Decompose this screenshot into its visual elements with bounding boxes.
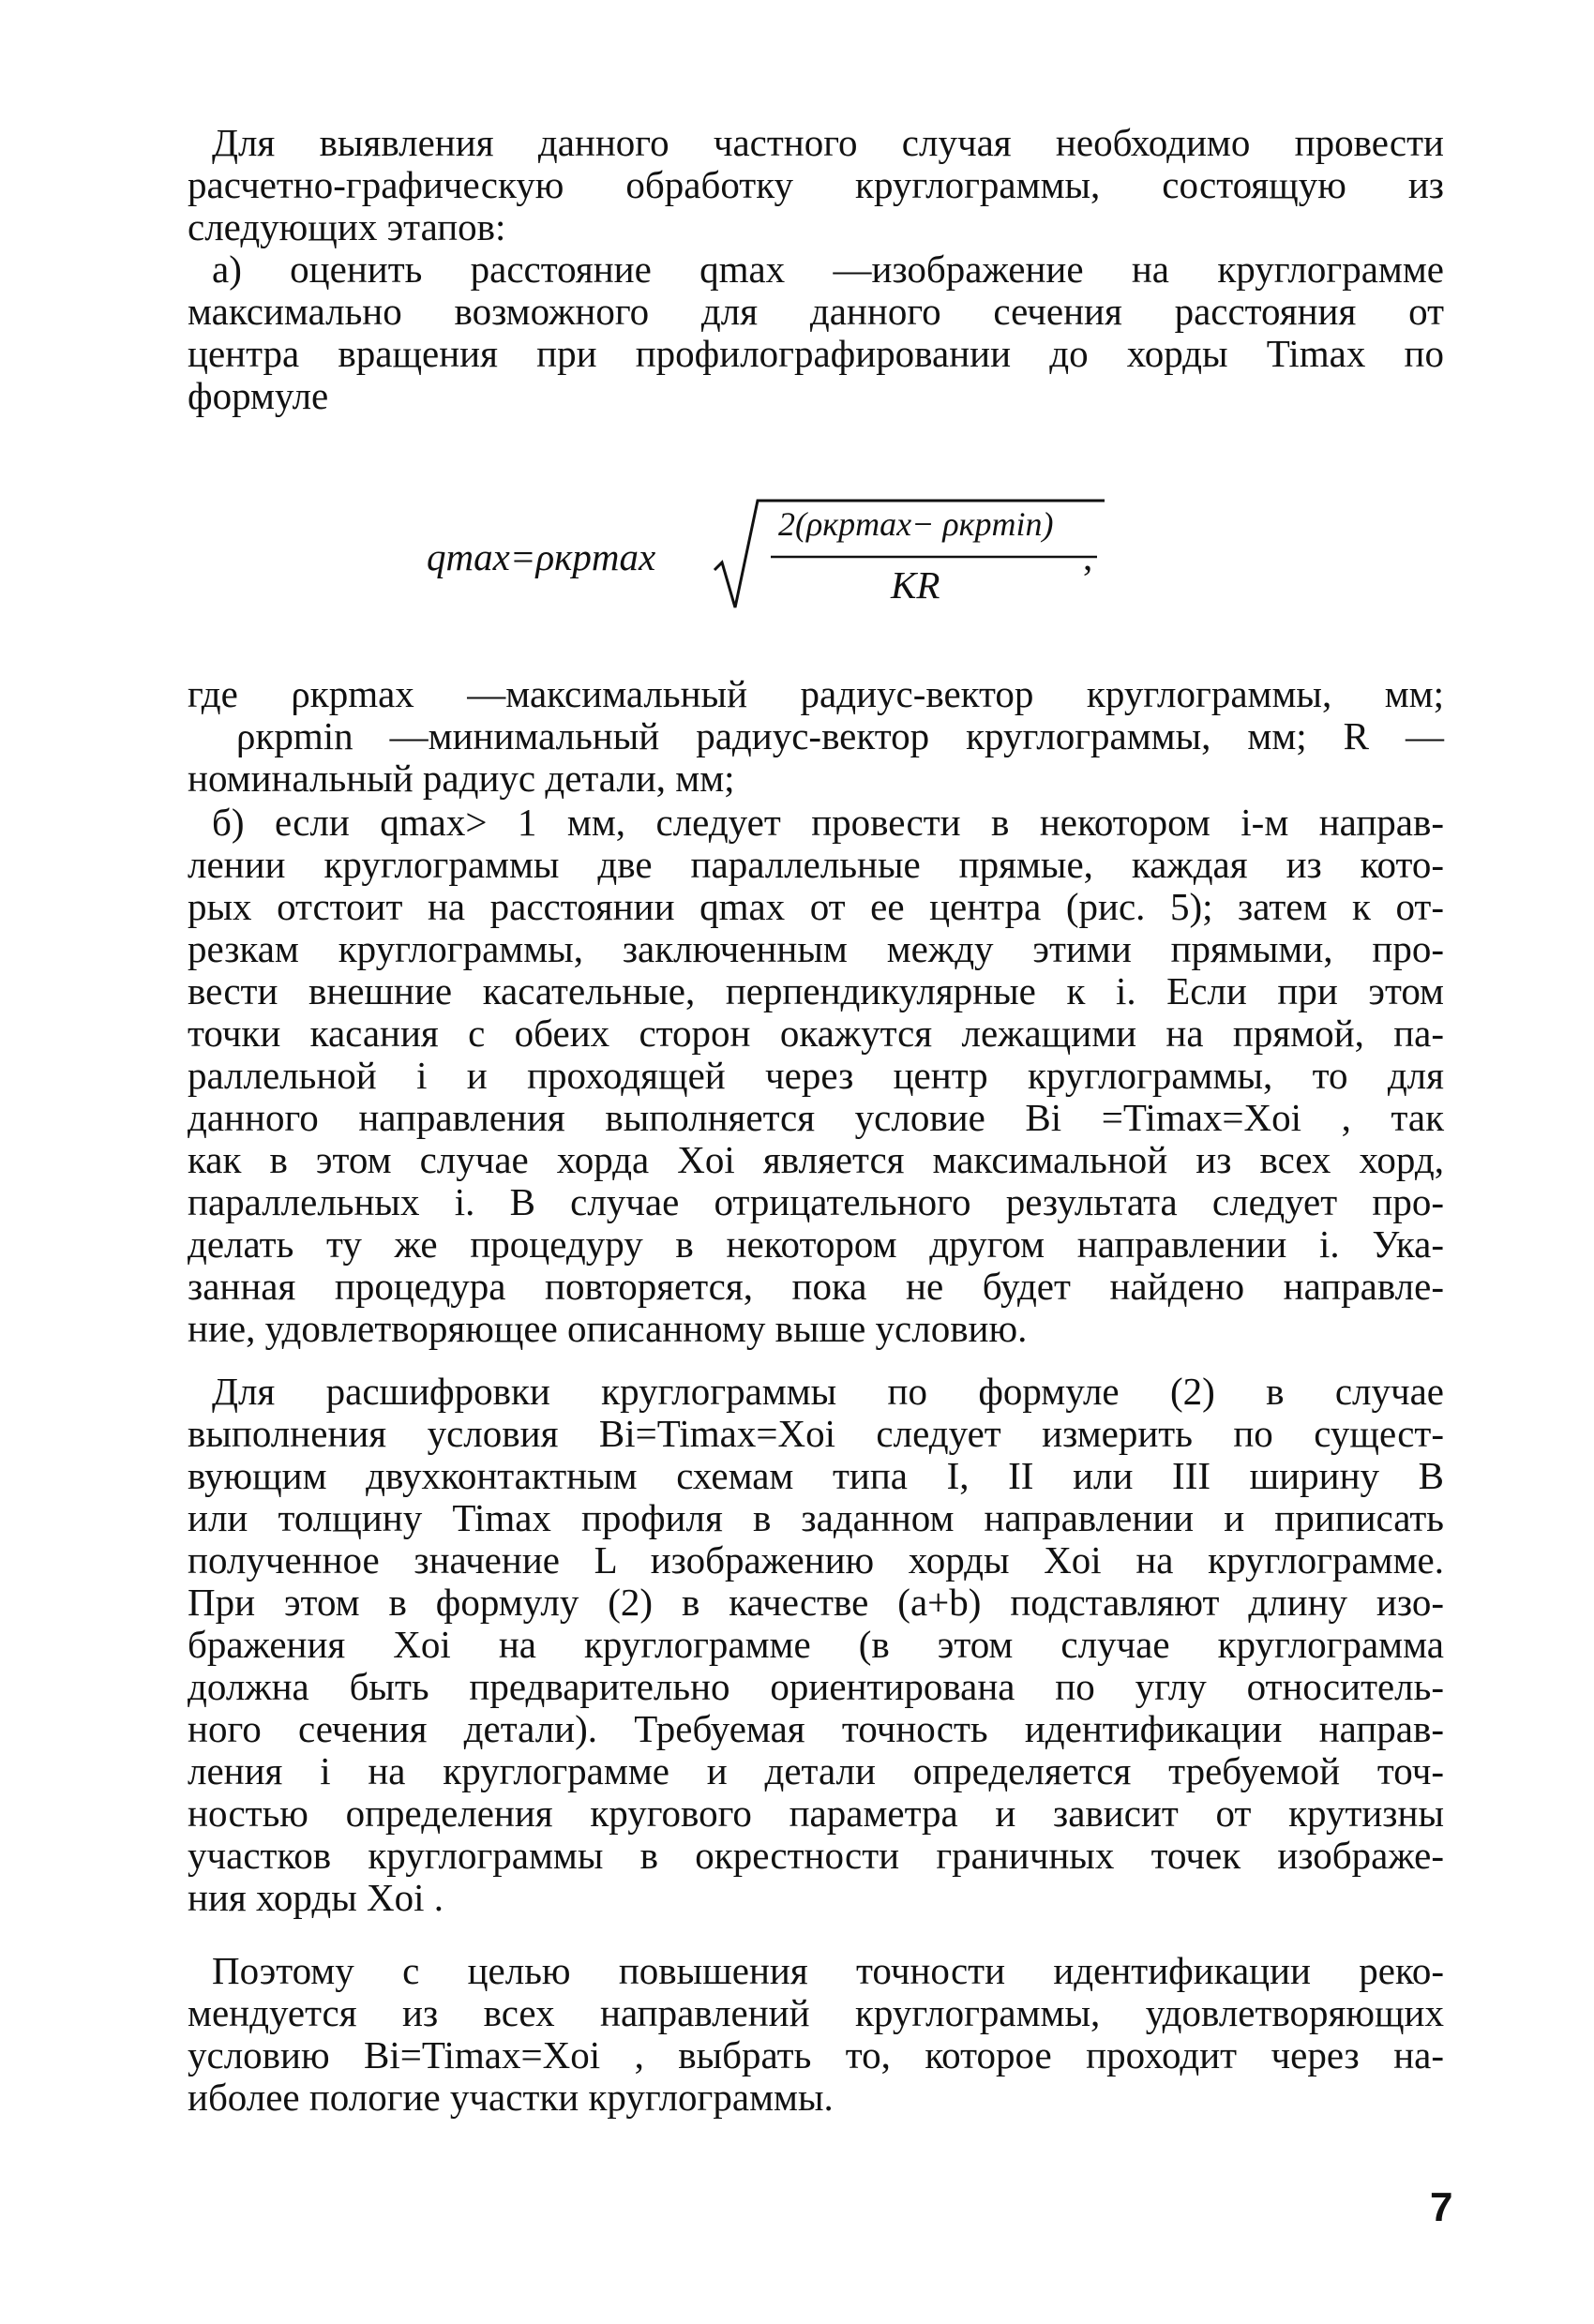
text-line: полученное значение L изображению хорды Xoi на круглограмме. [188, 1538, 1444, 1582]
text-line: ρкрmin —минимальный радиус-вектор круглограммы, мм; R — [236, 714, 1444, 757]
text-line: делать ту же процедуру в некотором другом направлении i. Ука- [188, 1222, 1444, 1266]
text-line: формуле [188, 374, 329, 417]
text-line: занная процедура повторяется, пока не будет найдено направле- [188, 1265, 1444, 1308]
text-line: Поэтому с целью повышения точности идентификации реко- [212, 1949, 1444, 1992]
text-line: как в этом случае хорда Xoi является максимальной из всех хорд, [188, 1138, 1444, 1181]
text-line: Для выявления данного частного случая необходимо провести [212, 121, 1444, 164]
step-b-paragraph [188, 802, 1444, 1350]
page-number: 7 [1430, 2184, 1453, 2230]
text-line: раллельной i и проходящей через центр круглограммы, то для [188, 1054, 1444, 1097]
intro-paragraph [188, 122, 1444, 248]
formula-comma: , [1083, 535, 1093, 578]
text-line: центра вращения при профилографировании до хорды Timax по [188, 332, 1444, 375]
text-line: параллельных i. В случае отрицательного результата следует про- [188, 1180, 1444, 1223]
text-line: где ρкрmax —максимальный радиус-вектор круглограммы, мм; [188, 672, 1444, 715]
text-line: вующим двухконтактным схемам типа I, II или III ширину B [188, 1454, 1444, 1497]
text-line: ностью определения кругового параметра и зависит от крутизны [188, 1792, 1444, 1835]
step-a-paragraph [188, 248, 1444, 417]
decoding-paragraph [188, 1371, 1444, 1919]
text-line: точки касания с обеих сторон окажутся лежащими на прямой, па- [188, 1012, 1444, 1055]
text-line: иболее пологие участки круглограммы. [188, 2076, 834, 2119]
text-line: рых отстоит на расстоянии qmax от ее центра (рис. 5); затем к от- [188, 885, 1444, 928]
text-line: лении круглограммы две параллельные прямые, каждая из кото- [188, 843, 1444, 886]
square-root [713, 497, 1106, 609]
text-line: ния хорды Xoi . [188, 1876, 444, 1919]
text-line: или толщину Timax профиля в заданном направлении и приписать [188, 1496, 1444, 1539]
text-line: номинальный радиус детали, мм; [188, 757, 735, 800]
qmax-formula [427, 497, 1139, 609]
text-line: бражения Xoi на круглограмме (в этом случае круглограмма [188, 1623, 1444, 1666]
text-line: следующих этапов: [188, 205, 506, 248]
text-line: а) оценить расстояние qmax —изображение на круглограмме [212, 247, 1444, 291]
text-line: выполнения условия Bi=Timax=Xoi следует измерить по сущест- [188, 1412, 1444, 1455]
text-line: мендуется из всех направлений круглограммы, удовлетворяющих [188, 1991, 1444, 2034]
formula-lhs: qmax=ρкрmax [427, 535, 656, 578]
text-line: участков круглограммы в окрестности граничных точек изображе- [188, 1834, 1444, 1877]
formula-denominator: KR [891, 563, 940, 607]
text-line: ние, удовлетворяющее описанному выше условию. [188, 1307, 1028, 1350]
text-line: условию Bi=Timax=Xoi , выбрать то, которое проходит через на- [188, 2033, 1444, 2077]
text-line: данного направления выполняется условие Bi =Timax=Xoi , так [188, 1096, 1444, 1139]
text-line: должна быть предварительно ориентирована по углу относитель- [188, 1665, 1444, 1708]
text-line: При этом в формулу (2) в качестве (a+b) подставляют длину изо- [188, 1581, 1444, 1624]
text-line: максимально возможного для данного сечения расстояния от [188, 290, 1444, 333]
text-line: Для расшифровки круглограммы по формуле (2) в случае [212, 1370, 1444, 1413]
conclusion-paragraph [188, 1950, 1444, 2119]
text-line: вести внешние касательные, перпендикулярные к i. Если при этом [188, 969, 1444, 1012]
text-line: резкам круглограммы, заключенным между этими прямыми, про- [188, 927, 1444, 970]
text-line: ного сечения детали). Требуемая точность идентификации направ- [188, 1707, 1444, 1750]
text-line: ления i на круглограмме и детали определяется требуемой точ- [188, 1749, 1444, 1792]
formula-numerator: 2(ρкрmax− ρкрmin) [778, 505, 1054, 543]
text-line: расчетно-графическую обработку круглограммы, состоящую из [188, 163, 1444, 206]
definitions-paragraph [188, 673, 1444, 800]
text-line: б) если qmax> 1 мм, следует провести в некотором i-м направ- [212, 801, 1444, 844]
